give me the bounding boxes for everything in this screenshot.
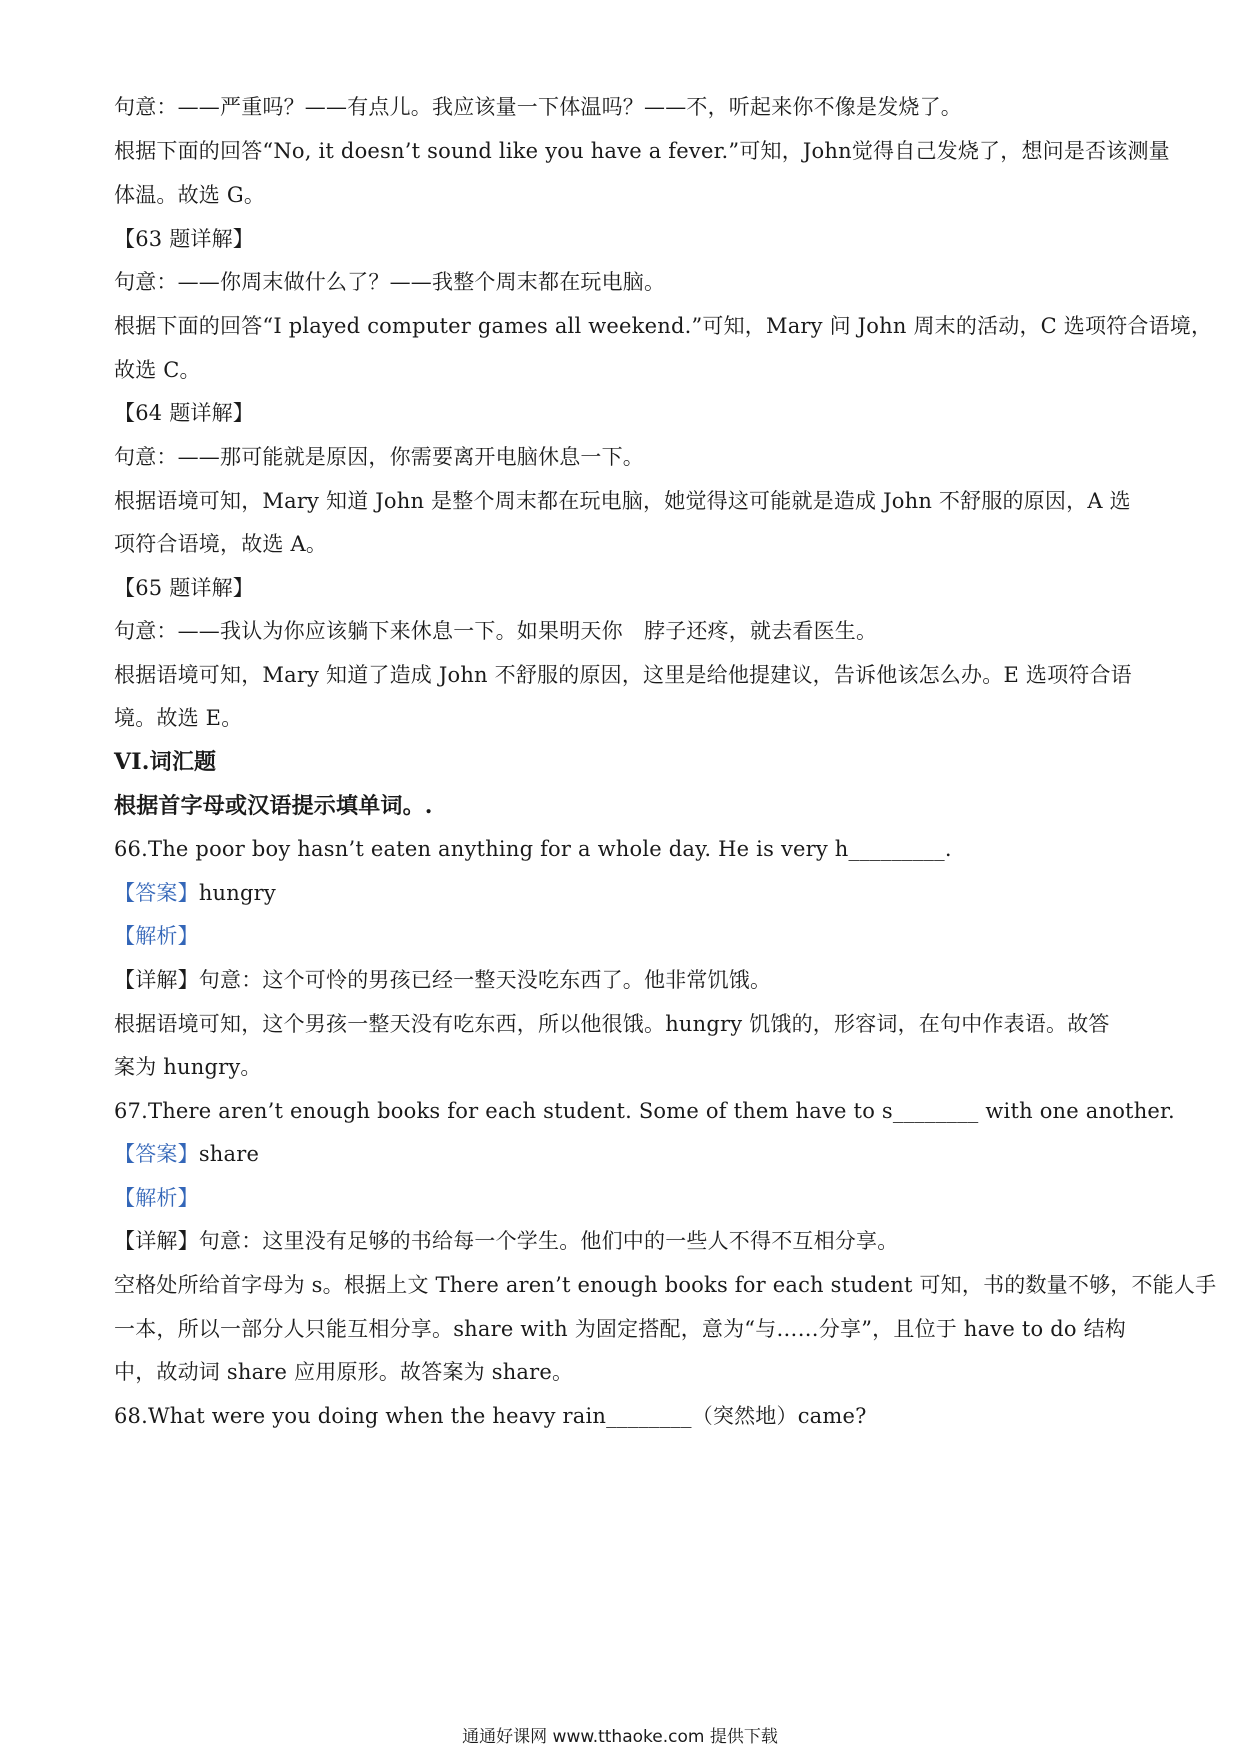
question-66: 66.The poor boy hasn’t eaten anything for a whole day. He is very h_________. xyxy=(114,837,952,861)
question-68: 68.What were you doing when the heavy rain________（突然地）came? xyxy=(114,1404,867,1428)
text-line: 空格处所给首字母为 s。根据上文 There aren’t enough books for each student 可知，书的数量不够，不能人手 xyxy=(114,1273,1217,1297)
answer-value: share xyxy=(198,1142,260,1166)
text-line: 一本，所以一部分人只能互相分享。share with 为固定搭配，意为“与……分享”，且位于 have to do 结构 xyxy=(114,1317,1126,1341)
text-line: 故选 C。 xyxy=(114,358,201,382)
answer-line xyxy=(114,878,1134,908)
text-line: 中，故动词 share 应用原形。故答案为 share。 xyxy=(114,1360,574,1384)
text-line: 根据下面的回答“No, it doesn’t sound like you have a fever.”可知，John觉得自己发烧了，想问是否该测量 xyxy=(114,139,1170,163)
text-line: 句意：——那可能就是原因，你需要离开电脑休息一下。 xyxy=(114,445,644,469)
answer-label: 【答案】 xyxy=(114,881,199,905)
text-line: 根据语境可知，这个男孩一整天没有吃东西，所以他很饿。hungry 饥饿的，形容词，在句中作表语。故答 xyxy=(114,1012,1110,1036)
section-heading: 【65 题详解】 xyxy=(114,576,254,600)
text-line: 根据语境可知，Mary 知道了造成 John 不舒服的原因，这里是给他提建议，告诉他该怎么办。E 选项符合语 xyxy=(114,663,1132,687)
text-line: 句意：——严重吗？——有点儿。我应该量一下体温吗？——不，听起来你不像是发烧了。 xyxy=(114,95,962,119)
section-heading: 【64 题详解】 xyxy=(114,401,254,425)
instruction: 根据首字母或汉语提示填单词。. xyxy=(114,793,433,819)
question-67: 67.There aren’t enough books for each student. Some of them have to s________ with one another. xyxy=(114,1099,1175,1123)
text-line: 句意：——你周末做什么了？——我整个周末都在玩电脑。 xyxy=(114,270,666,294)
text-line: 根据语境可知，Mary 知道 John 是整个周末都在玩电脑，她觉得这可能就是造成 John 不舒服的原因，A 选 xyxy=(114,489,1131,513)
part-title: VI.词汇题 xyxy=(114,749,217,775)
section-heading: 【63 题详解】 xyxy=(114,227,254,251)
text-line: 句意：——我认为你应该躺下来休息一下。如果明天你 脖子还疼，就去看医生。 xyxy=(114,619,878,643)
text-line: 【详解】句意：这个可怜的男孩已经一整天没吃东西了。他非常饥饿。 xyxy=(114,968,772,992)
answer-line xyxy=(114,1139,1134,1169)
page-footer: 通通好课网 www.tthaoke.com 提供下载 xyxy=(462,1727,778,1747)
answer-value: hungry xyxy=(198,881,276,905)
text-line: 体温。故选 G。 xyxy=(114,183,266,207)
analysis-label: 【解析】 xyxy=(114,924,199,948)
text-line: 【详解】句意：这里没有足够的书给每一个学生。他们中的一些人不得不互相分享。 xyxy=(114,1229,899,1253)
answer-label: 【答案】 xyxy=(114,1142,199,1166)
text-line: 项符合语境，故选 A。 xyxy=(114,532,328,556)
analysis-label: 【解析】 xyxy=(114,1186,199,1210)
text-line: 案为 hungry。 xyxy=(114,1055,262,1079)
text-line: 根据下面的回答“I played computer games all weekend.”可知，Mary 问 John 周末的活动，C 选项符合语境， xyxy=(114,314,1213,338)
text-line: 境。故选 E。 xyxy=(114,706,243,730)
